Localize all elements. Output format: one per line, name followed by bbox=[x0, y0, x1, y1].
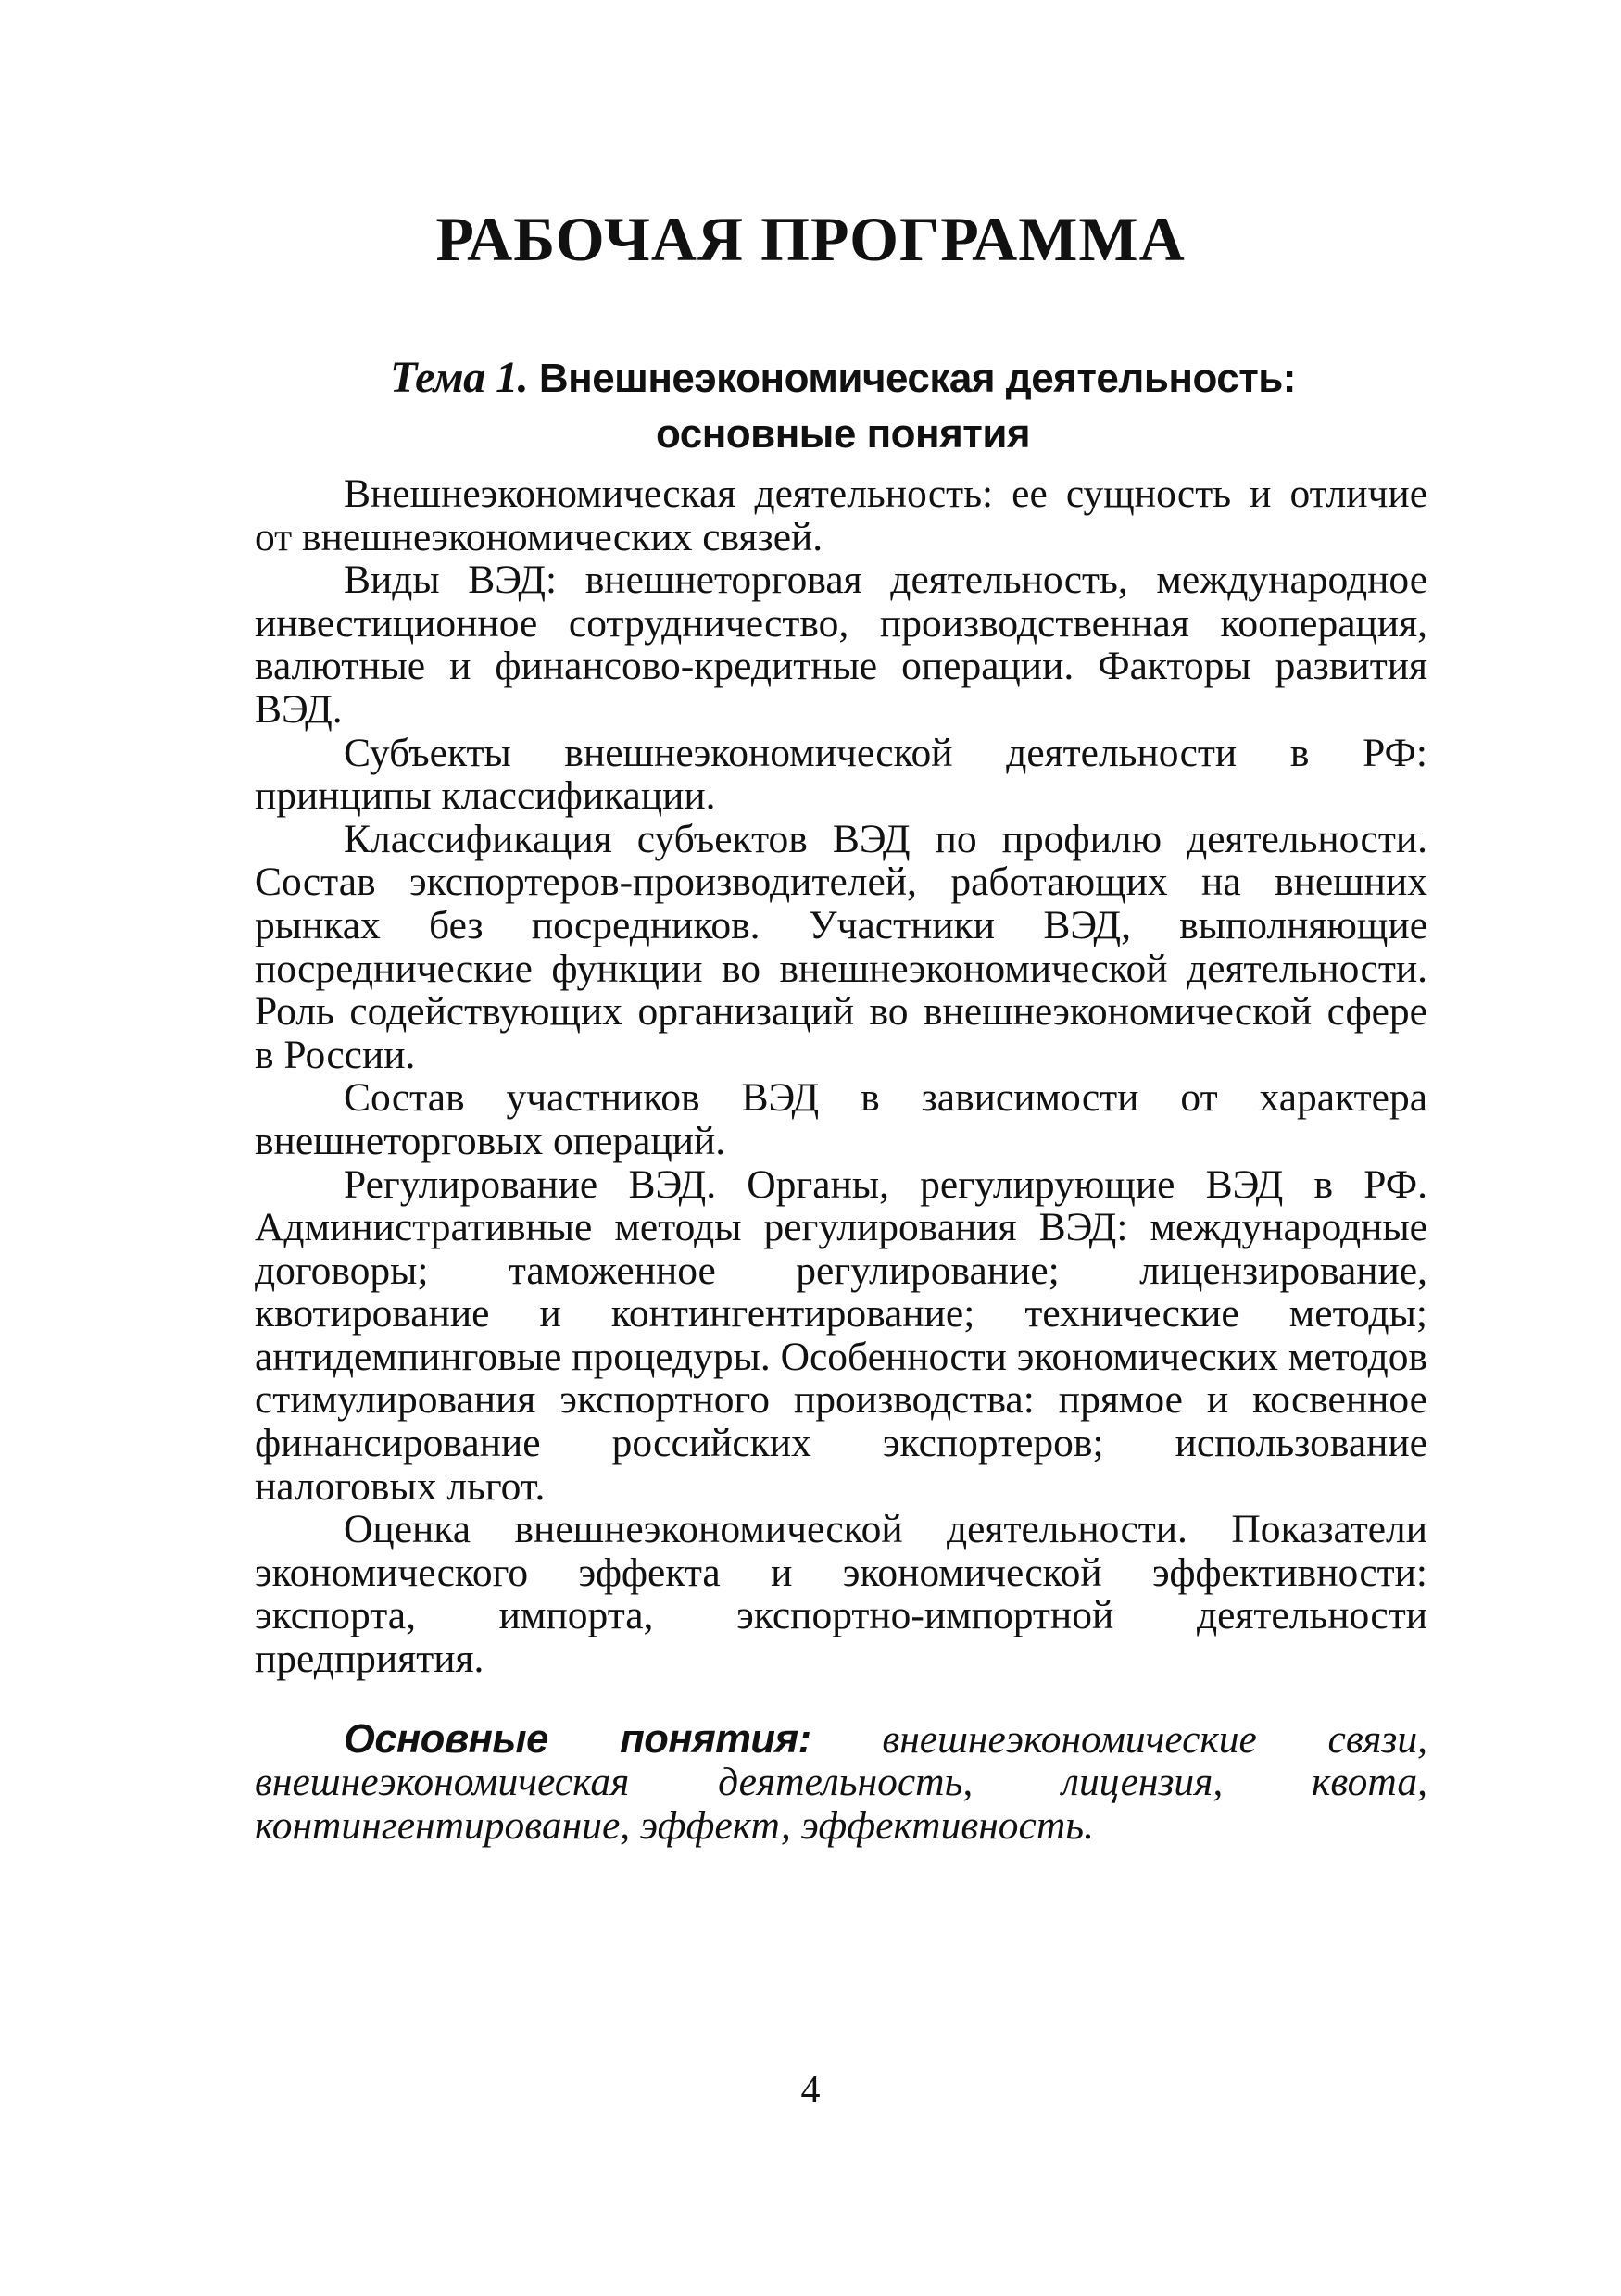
page-number: 4 bbox=[800, 2069, 821, 2112]
key-concepts bbox=[255, 1718, 1427, 1848]
paragraph: Состав участников ВЭД в зависимости от характера внешнеторговых операций. bbox=[255, 1075, 1427, 1163]
paragraph: Оценка внешнеэкономической деятельности. Показатели экономического эффекта и экономической эффективности: экспорта, импорта, экспортно-импортной деятельности предприятия. bbox=[255, 1507, 1427, 1682]
paragraph: Классификация субъектов ВЭД по профилю деятельности. Состав экспортеров-производителей, работающих на внешних рынках без посредников. Участники ВЭД, выполняющие посреднические функции во внешнеэкономической деятельности. Роль содействующих организаций во внешнеэкономической сфере в России. bbox=[255, 816, 1427, 1077]
paragraph: Субъекты внешнеэкономической деятельности в РФ: принципы классификации. bbox=[255, 730, 1427, 819]
body-text bbox=[255, 472, 1427, 1847]
topic-heading bbox=[241, 350, 1445, 462]
key-concepts-text: внешнеэкономические связи, внешнеэкономическая деятельность, лицензия, квота, контингентирование, эффект, эффективность. bbox=[255, 1716, 1427, 1848]
key-concepts-label: Основные понятия: bbox=[344, 1716, 811, 1762]
topic-label: Тема 1. bbox=[390, 353, 529, 402]
topic-title-line1: Внешнеэкономическая деятельность: bbox=[538, 356, 1296, 401]
paragraph: Регулирование ВЭД. Органы, регулирующие ВЭД в РФ. Административные методы регулирования ВЭД: международные договоры; таможенное регулирование; лицензирование, квотирование и контингентирование; технические методы; антидемпинговые процедуры. Особенности экономических методов стимулирования экспортного производства: прямое и косвенное финансирование российских экспортеров; использование налоговых льгот. bbox=[255, 1161, 1427, 1509]
topic-title-line2: основные понятия bbox=[655, 411, 1031, 457]
page-title: РАБОЧАЯ ПРОГРАММА bbox=[435, 204, 1186, 274]
paragraph: Внешнеэкономическая деятельность: ее сущность и отличие от внешнеэкономических связей. bbox=[255, 471, 1427, 559]
paragraph: Виды ВЭД: внешнеторговая деятельность, международное инвестиционное сотрудничество, производственная кооперация, валютные и финансово-кредитные операции. Факторы развития ВЭД. bbox=[255, 558, 1427, 732]
